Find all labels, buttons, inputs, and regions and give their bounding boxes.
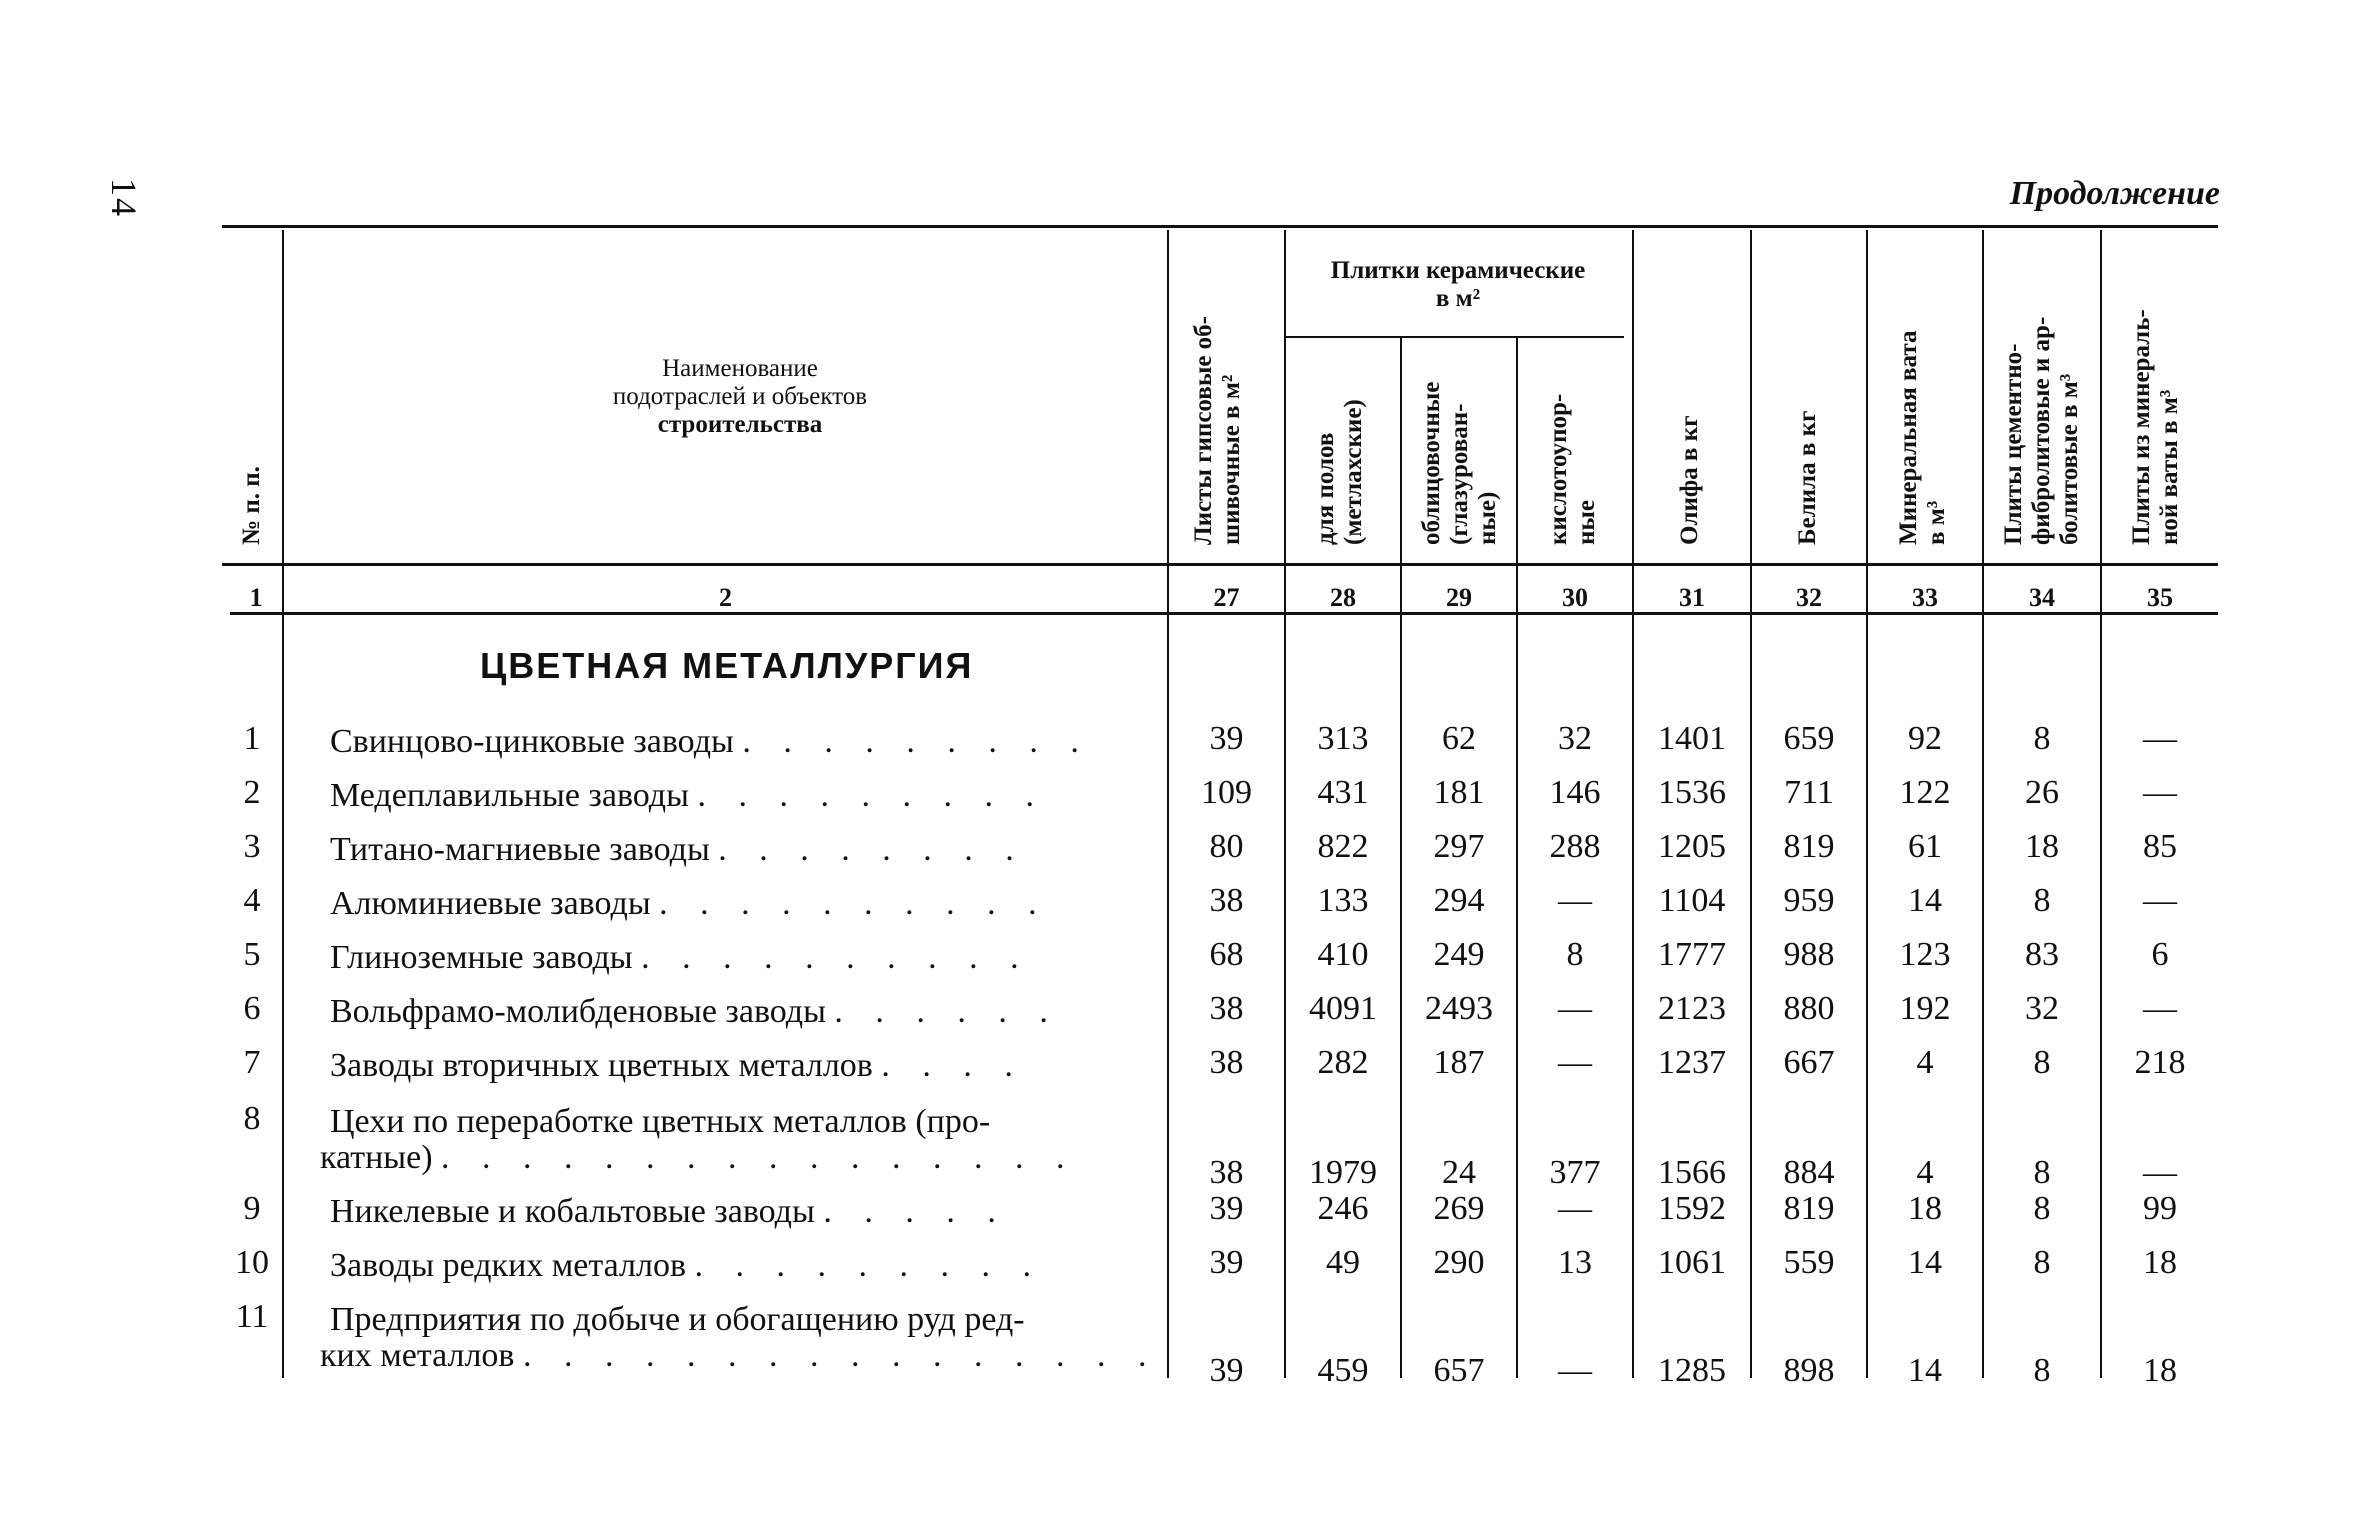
table-cell: 18 [2025,828,2059,865]
table-cell: 32 [2025,990,2059,1027]
table-cell: 80 [1209,828,1244,865]
header-col27 [1190,316,1246,545]
row-name-text: Медеплавильные заводы [330,777,698,814]
table-cell: 2493 [1425,990,1493,1027]
row-number: 10 [235,1244,269,1281]
leader-dots: . . . . [881,1047,1025,1084]
column-number: 34 [2029,583,2055,612]
table-cell: 819 [1783,1190,1835,1227]
table-cell: 4091 [1309,990,1377,1027]
row-name-text: Никелевые и кобальтовые заводы [330,1193,824,1230]
column-number: 29 [1446,583,1472,612]
table-cell: 294 [1433,882,1485,919]
row-name [330,940,1160,976]
table-cell: 1592 [1658,1190,1726,1227]
table-cell: 1205 [1658,828,1726,865]
table-cell: 431 [1317,774,1369,811]
column-number: 2 [719,583,732,612]
table-cell: 14 [1908,882,1942,919]
table-cell: 559 [1783,1244,1835,1281]
table-cell: 249 [1433,936,1485,973]
table-cell: 24 [1442,1154,1476,1191]
table-cell: 38 [1209,990,1244,1027]
leader-dots: . . . . . . . . . [694,1247,1044,1284]
table-cell: 4 [1916,1154,1934,1191]
header-tiles-line1: Плитки керамические [1330,257,1586,284]
table-cell: 711 [1784,774,1834,811]
table-cell: 667 [1783,1044,1835,1081]
table-cell: — [1558,1352,1592,1389]
table-cell: 657 [1433,1352,1485,1389]
table-cell: 8 [2033,1352,2051,1389]
table-cell: 26 [2025,774,2059,811]
table-cell: 39 [1209,1190,1244,1227]
table-cell: — [1558,882,1592,919]
row-name-line1: Цехи по переработке цветных металлов (про- [330,1103,991,1140]
column-number: 27 [1213,583,1240,612]
leader-dots: . . . . . . [834,993,1060,1030]
column-number: 28 [1330,583,1356,612]
section-title: ЦВЕТНАЯ МЕТАЛЛУРГИЯ [480,645,974,686]
column-number: 35 [2147,583,2173,612]
row-name-text: Алюминиевые заводы [330,885,660,922]
row-number: 2 [243,774,261,811]
row-name-line2 [320,1140,1160,1176]
header-col30 [1545,394,1601,545]
header-col29 [1418,382,1502,545]
header-col33-line1: Минеральная вата [1895,330,1922,545]
table-cell: 85 [2143,828,2177,865]
table-cell: 181 [1433,774,1485,811]
table-cell: 38 [1209,1044,1244,1081]
row-name [320,1301,1160,1374]
leader-dots: . . . . . . . . . . . . . . . . [441,1139,1077,1176]
table-cell: 1536 [1658,774,1726,811]
header-row-number: № п. п. [238,466,265,545]
table-cell: 62 [1442,720,1476,757]
column-number: 30 [1562,583,1588,612]
table-cell: 2123 [1658,990,1726,1027]
table-cell: — [1558,1190,1592,1227]
header-name [520,355,960,439]
header-tiles-group [1290,257,1626,313]
row-name-line1: Предприятия по добыче и обогащению руд ред- [330,1301,1025,1338]
table-cell: 269 [1433,1190,1485,1227]
table-cell: 288 [1549,828,1601,865]
row-number: 5 [243,936,261,973]
header-col28-line1: для полов [1312,432,1339,545]
row-number: 4 [243,882,261,919]
table-cell: 290 [1433,1244,1485,1281]
leader-dots: . . . . . . . . . . [641,939,1031,976]
table-cell: 1237 [1658,1044,1726,1081]
header-col34-line3: болитовые в м³ [2056,373,2083,545]
row-name [330,886,1160,922]
row-name [330,1248,1160,1284]
header-col27-line2: шивочные в м² [1218,374,1245,545]
table-cell: 459 [1317,1352,1369,1389]
row-name [330,778,1160,814]
table-cell: 39 [1209,720,1244,757]
header-col33 [1895,331,1951,546]
table-cell: 187 [1433,1044,1485,1081]
header-col27-line1: Листы гипсовые об- [1190,315,1217,545]
table-cell: 99 [2143,1190,2177,1227]
header-col32: Белила в кг [1794,410,1821,545]
column-number: 1 [249,583,263,612]
header-col30-line2: ные [1573,499,1600,545]
row-name-text: Свинцово-цинковые заводы [330,723,743,760]
row-number: 11 [235,1298,269,1335]
header-name-line3: строительства [657,411,823,438]
table-cell: 1979 [1309,1154,1377,1191]
table-cell: 1285 [1658,1352,1726,1389]
row-name-text: Заводы вторичных цветных металлов [330,1047,882,1084]
table-cell: 1566 [1658,1154,1726,1191]
column-number: 33 [1912,583,1938,612]
leader-dots: . . . . . . . . . . . . . . . . [522,1337,1159,1374]
row-name [320,1103,1160,1176]
row-name-line2 [320,1338,1160,1374]
table-cell: 988 [1783,936,1835,973]
header-col29-line1: облицовочные [1418,381,1445,545]
table-cell: 18 [1908,1190,1942,1227]
leader-dots: . . . . . . . . . [742,723,1091,760]
row-number: 6 [243,990,261,1027]
table-cell: 8 [1566,936,1584,973]
top-rule [222,225,2218,228]
header-name-line1: Наименование [662,355,818,382]
table-cell: 8 [2033,1190,2051,1227]
table-cell: 13 [1558,1244,1592,1281]
table-cell: 49 [1326,1244,1360,1281]
table-cell: — [2143,882,2177,919]
table-cell: 14 [1908,1244,1942,1281]
header-col33-line2: в м³ [1923,500,1950,545]
table-cell: 39 [1209,1352,1244,1389]
table-cell: 313 [1317,720,1369,757]
table-cell: 18 [2143,1352,2177,1389]
row-name [330,994,1160,1030]
table-cell: 122 [1899,774,1951,811]
table-cell: — [1558,1044,1592,1081]
table-cell: 14 [1908,1352,1942,1389]
table-cell: 83 [2025,936,2059,973]
leader-dots: . . . . . . . . . [697,777,1046,814]
table-cell: 1777 [1658,936,1726,973]
leader-dots: . . . . . . . . . . [659,885,1049,922]
page-number: 14 [104,178,144,218]
header-col28 [1312,399,1368,545]
table-cell: 1104 [1658,882,1726,919]
header-col35-line1: Плиты из минераль- [2128,309,2155,545]
table-cell: — [2143,990,2177,1027]
table-cell: 297 [1433,828,1485,865]
table-cell: 884 [1783,1154,1835,1191]
table-cell: 38 [1209,882,1244,919]
table-cell: 123 [1899,936,1951,973]
table-cell: 109 [1201,774,1252,811]
header-col29-line2: (глазурован- [1446,403,1473,545]
table-cell: 377 [1549,1154,1601,1191]
table-cell: 92 [1908,720,1942,757]
header-col35-line2: ной ваты в м³ [2156,389,2183,545]
row-name [330,724,1160,760]
col-divider [282,230,284,1378]
table-cell: 133 [1317,882,1369,919]
table-cell: 192 [1899,990,1951,1027]
table-cell: 68 [1209,936,1244,973]
table-cell: 32 [1558,720,1592,757]
header-col30-line1: кислотоупор- [1545,393,1572,545]
table-cell: 1401 [1658,720,1726,757]
table-cell: 4 [1916,1044,1934,1081]
row-number: 3 [243,828,261,865]
column-number: 32 [1796,583,1822,612]
header-col34-line2: фибролитовые и ар- [2028,316,2055,545]
row-number: 7 [243,1044,261,1081]
header-col29-line3: ные) [1474,491,1501,545]
table-cell: 146 [1549,774,1601,811]
header-col34 [2000,317,2084,545]
header-name-line2: подотраслей и объектов [612,383,868,410]
table-cell: 880 [1783,990,1835,1027]
table-cell: 6 [2151,936,2169,973]
row-name-text: Заводы редких металлов [330,1247,695,1284]
table-cell: 8 [2033,720,2051,757]
table-cell: 38 [1209,1154,1244,1191]
table-cell: 410 [1317,936,1369,973]
tiles-subheader-rule [1284,336,1624,338]
table-cell: — [1558,990,1592,1027]
table-cell: 246 [1317,1190,1369,1227]
row-name [330,832,1160,868]
row-name [330,1048,1160,1084]
continued-label: Продолжение [2009,175,2220,212]
table-cell: 8 [2033,1154,2051,1191]
column-number: 31 [1679,583,1705,612]
table-cell: 8 [2033,1044,2051,1081]
header-col28-line2: (метлахские) [1340,399,1367,545]
header-col31: Олифа в кг [1676,415,1703,545]
row-number: 8 [243,1100,261,1137]
header-bottom-rule [222,563,2218,566]
table-cell: 8 [2033,882,2051,919]
table-cell: 39 [1209,1244,1244,1281]
table-cell: 18 [2143,1244,2177,1281]
table-cell: 819 [1783,828,1835,865]
table-cell: — [2143,774,2177,811]
table-cell: 659 [1783,720,1835,757]
table-cell: 218 [2134,1044,2186,1081]
row-name-text: Титано-магниевые заводы [330,831,719,868]
table-cell: 898 [1783,1352,1835,1389]
header-col34-line1: Плиты цементно- [2000,343,2027,545]
row-name-text: катные) [320,1139,442,1176]
row-number: 9 [243,1190,261,1227]
table-cell: 8 [2033,1244,2051,1281]
table-cell: 282 [1317,1044,1369,1081]
table-cell: 61 [1908,828,1942,865]
row-name-text: Вольфрамо-молибденовые заводы [330,993,835,1030]
header-tiles-line2: в м² [1435,285,1481,312]
leader-dots: . . . . . [823,1193,1008,1230]
table-cell: 1061 [1658,1244,1726,1281]
table-cell: 959 [1783,882,1835,919]
row-name-text: Глиноземные заводы [330,939,642,976]
table-cell: 822 [1317,828,1369,865]
table-cell: — [2143,720,2177,757]
table-cell: — [2143,1154,2177,1191]
leader-dots: . . . . . . . . [718,831,1026,868]
header-col35 [2128,309,2184,545]
row-name-text: ких металлов [320,1337,523,1374]
row-number: 1 [243,720,261,757]
row-name [330,1194,1160,1230]
